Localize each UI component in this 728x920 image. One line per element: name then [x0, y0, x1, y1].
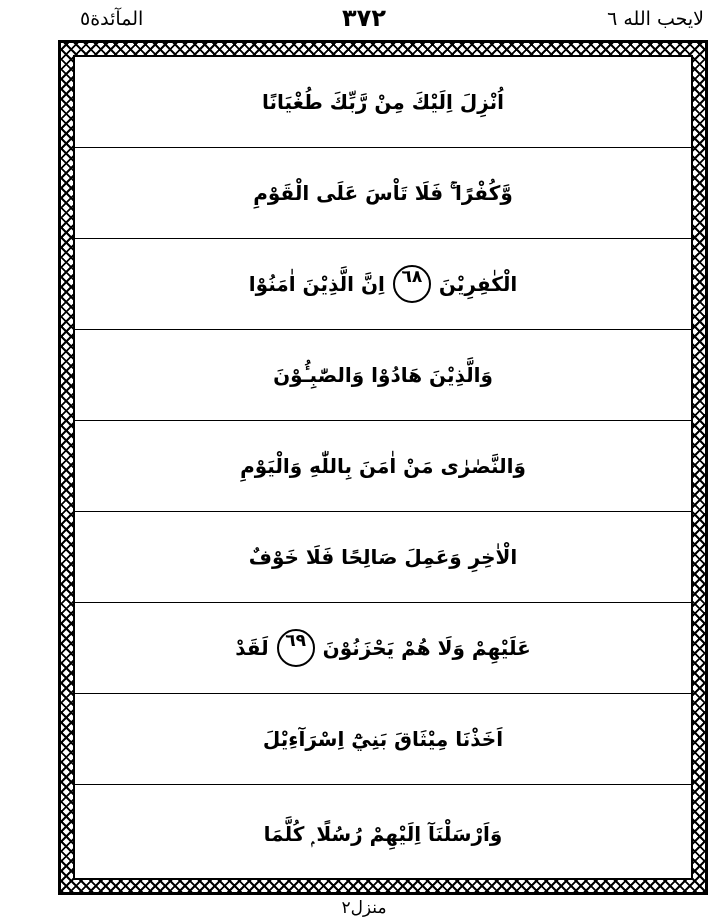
page-number: ٣٧٢: [342, 4, 386, 32]
text-line-3: [75, 239, 691, 330]
juz-header: لايحب الله ٦: [607, 8, 704, 30]
ayah-marker: ٦٩: [277, 629, 315, 667]
line-text: الْاٰخِرِ وَعَمِلَ صَالِحًا فَلَا خَوْفٌ: [248, 545, 518, 569]
ayah-marker: ٦٨: [393, 265, 431, 303]
text-line-2: [75, 148, 691, 239]
text-line-1: [75, 57, 691, 148]
line-text: وَّكُفْرًا ۚ فَلَا تَاْسَ عَلَى الْقَوْمِ: [253, 181, 513, 205]
text-line-9: [75, 785, 691, 882]
line-text: الْكٰفِرِيْنَ: [438, 272, 518, 296]
text-line-6: [75, 512, 691, 603]
line-text: لَقَدْ: [235, 636, 269, 660]
text-line-7: [75, 603, 691, 694]
line-text: اِنَّ الَّذِيْنَ اٰمَنُوْا: [248, 272, 385, 296]
line-text: اَخَذْنَا مِيْثَاقَ بَنِيْٓ اِسْرَآءِيْلَ: [262, 727, 504, 751]
line-text: وَالَّذِيْنَ هَادُوْا وَالصّٰبِـُٔوْنَ: [273, 363, 493, 387]
line-text: اُنْزِلَ اِلَيْكَ مِنْ رَّبِّكَ طُغْيَانًا: [262, 90, 505, 114]
text-panel: [73, 55, 693, 880]
page-border: [58, 40, 708, 895]
line-text: عَلَيْهِمْ وَلَا هُمْ يَحْزَنُوْنَ: [322, 636, 531, 660]
line-text: وَاَرْسَلْنَآ اِلَيْهِمْ رُسُلًا ۭ كُلَّمَا: [263, 821, 503, 846]
text-lines: [75, 57, 691, 878]
text-line-5: [75, 421, 691, 512]
surah-header: المآئدة٥: [80, 8, 144, 30]
text-line-4: [75, 330, 691, 421]
line-text: وَالنَّصٰرٰى مَنْ اٰمَنَ بِاللّٰهِ وَالْيَوْمِ: [240, 454, 526, 478]
text-line-8: [75, 694, 691, 785]
manzil-footer: منزل٢: [341, 898, 387, 918]
